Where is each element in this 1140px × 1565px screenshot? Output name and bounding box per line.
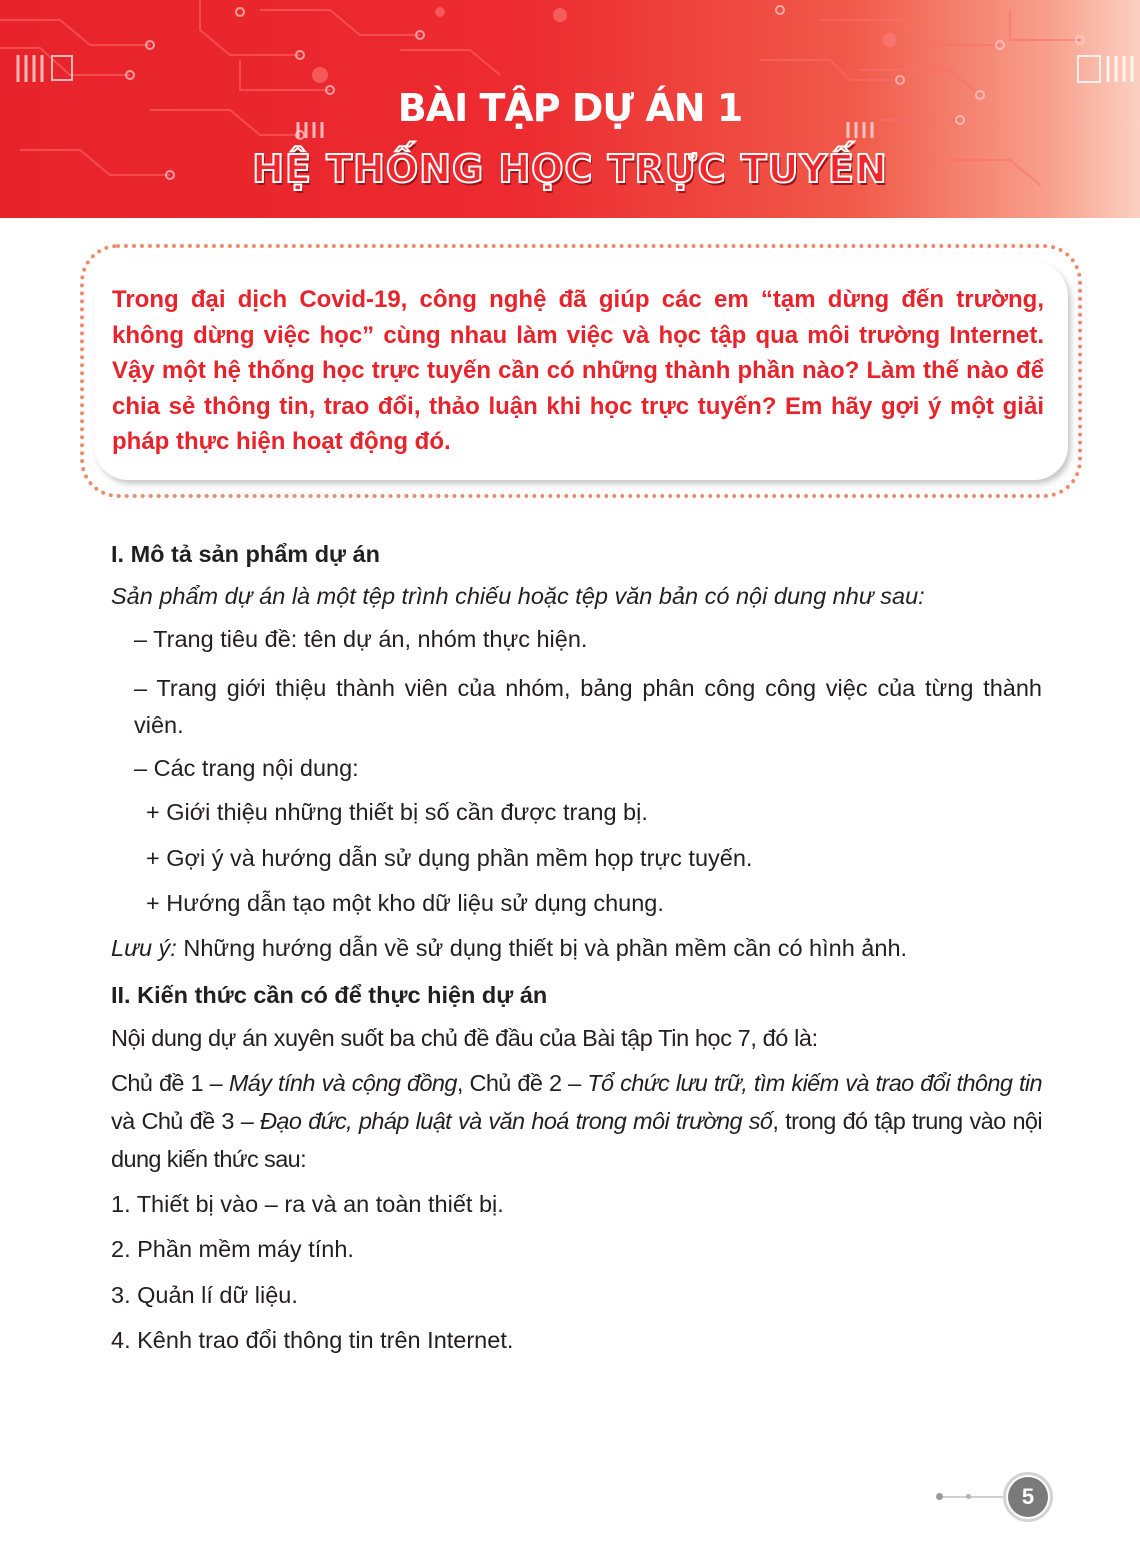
p2-part-e: và Chủ đề 3 – [111, 1108, 261, 1134]
page-number-dot-small [966, 1494, 971, 1499]
section2-list-item-1: 1. Thiết bị vào – ra và an toàn thiết bị. [111, 1191, 504, 1217]
p2-part-g: , trong đó tập trung vào nội dung kiến thức sau: [111, 1108, 1042, 1172]
section2-heading: II. Kiến thức cần có để thực hiện dự án [111, 982, 548, 1008]
page-subtitle: HỆ THỐNG HỌC TRỰC TUYẾN [252, 147, 888, 191]
section1-subitem-1: + Giới thiệu những thiết bị số cần được trang bị. [146, 799, 648, 825]
p2-part-c: , Chủ đề 2 – [456, 1070, 588, 1096]
section1-item-2: – Trang giới thiệu thành viên của nhóm, bảng phân công công việc của từng thành viên. [134, 675, 1042, 738]
p2-part-a: Chủ đề 1 – [111, 1070, 229, 1096]
page-number-dot [936, 1493, 943, 1500]
page-title: BÀI TẬP DỰ ÁN 1 [397, 86, 743, 130]
note-text: Những hướng dẫn về sử dụng thiết bị và phần mềm cần có hình ảnh. [176, 935, 908, 961]
topic-2-name: Tổ chức lưu trữ, tìm kiếm và trao đổi thông tin [587, 1070, 1042, 1096]
section2-paragraph-2 [111, 1064, 1042, 1178]
section2-list-item-4: 4. Kênh trao đổi thông tin trên Internet. [111, 1327, 514, 1353]
section1-subitem-2: + Gợi ý và hướng dẫn sử dụng phần mềm họp trực tuyến. [146, 845, 753, 871]
section2-list-item-2: 2. Phần mềm máy tính. [111, 1236, 354, 1262]
page-number-line [940, 1496, 1003, 1498]
section1-subitem-3: + Hướng dẫn tạo một kho dữ liệu sử dụng chung. [146, 890, 664, 916]
topic-1-name: Máy tính và cộng đồng [228, 1070, 457, 1096]
section2-paragraph-1: Nội dung dự án xuyên suốt ba chủ đề đầu của Bài tập Tin học 7, đó là: [111, 1025, 818, 1051]
section1-lead: Sản phẩm dự án là một tệp trình chiếu hoặc tệp văn bản có nội dung như sau: [111, 583, 925, 609]
section2-list-item-3: 3. Quản lí dữ liệu. [111, 1282, 298, 1308]
note-label: Lưu ý: [111, 935, 177, 961]
section1-item-3: – Các trang nội dung: [134, 755, 359, 781]
intro-text: Trong đại dịch Covid-19, công nghệ đã giúp các em “tạm dừng đến trường, không dừng việc học” cùng nhau làm việc và học tập qua môi trường Internet. Vậy một hệ thống học trực tuyến cần có những thành phần nào? Làm thế nào để chia sẻ thông tin, trao đổi, thảo luận khi học trực tuyến? Em hãy gợi ý một giải pháp thực hiện hoạt động đó. [112, 286, 1044, 455]
section1-heading: I. Mô tả sản phẩm dự án [111, 541, 381, 567]
header-banner [0, 0, 1140, 218]
topic-3-name: Đạo đức, pháp luật và văn hoá trong môi trường số [260, 1108, 773, 1134]
page-number: 5 [1008, 1477, 1048, 1517]
section1-item-1: – Trang tiêu đề: tên dự án, nhóm thực hiện. [134, 626, 588, 652]
section1-note [111, 935, 907, 962]
